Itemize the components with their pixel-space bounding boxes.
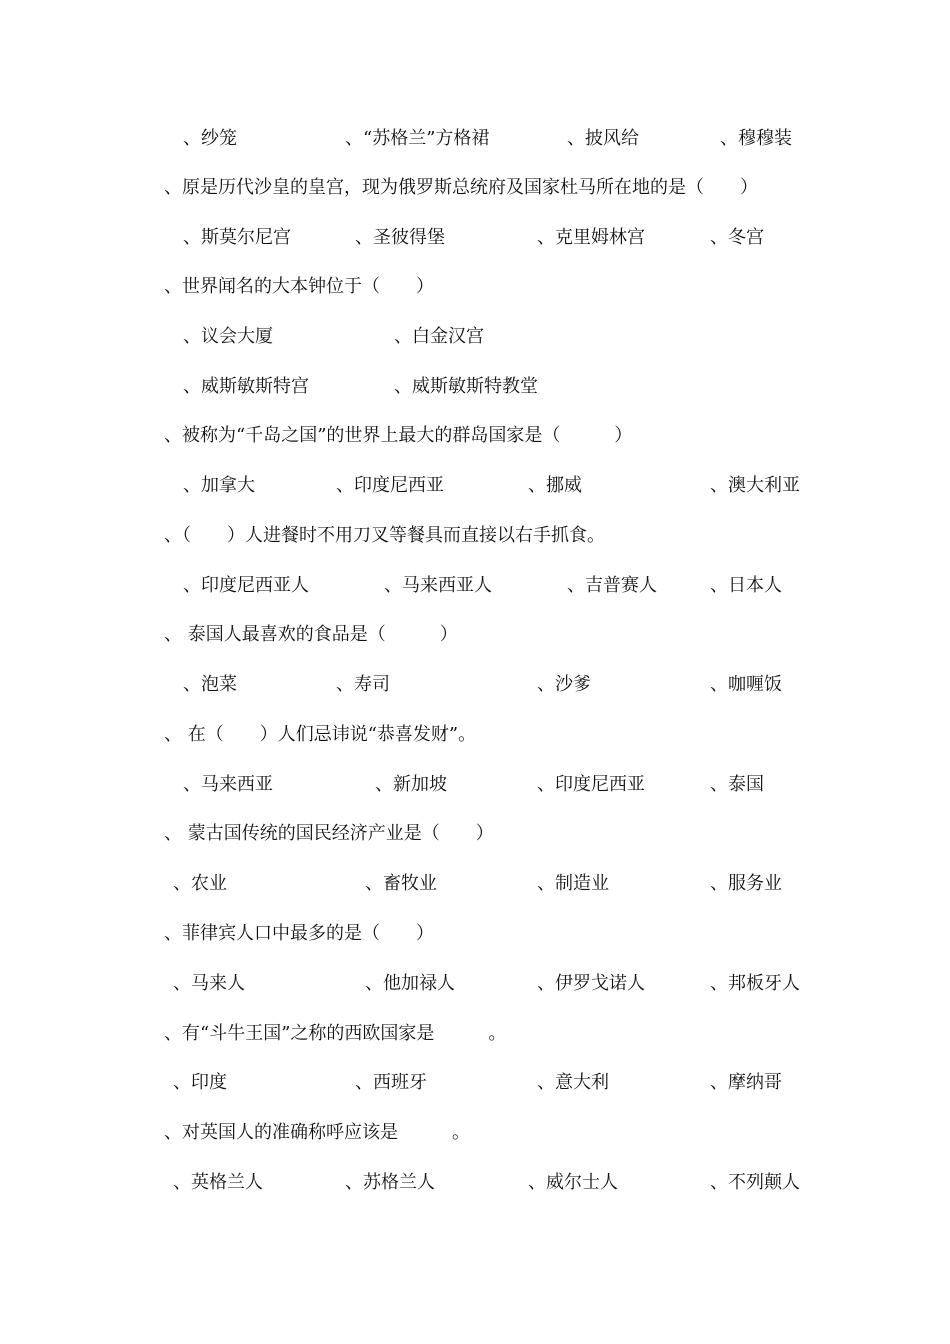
question-line-4	[0, 521, 950, 551]
option-a: 、泡菜	[183, 674, 237, 695]
option-d: 、咖喱饭	[710, 674, 782, 695]
question-line-9	[0, 1019, 950, 1049]
option-line-2	[0, 223, 950, 253]
option-line-6	[0, 571, 950, 601]
option-a: 、纱笼	[183, 128, 237, 149]
option-a: 、印度尼西亚人	[183, 575, 309, 596]
option-line-3	[0, 322, 950, 352]
option-line-1	[0, 124, 950, 154]
option-d: 、摩纳哥	[710, 1072, 782, 1093]
question-text: 、 蒙古国传统的国民经济产业是（ ）	[164, 823, 494, 844]
option-a: 、英格兰人	[173, 1172, 263, 1193]
question-text: 、有“斗牛王国”之称的西欧国家是 。	[164, 1023, 507, 1044]
question-text: 、 泰国人最喜欢的食品是（ ）	[164, 624, 458, 645]
option-d: 、澳大利亚	[710, 475, 800, 496]
question-line-8	[0, 919, 950, 949]
option-b: 、新加坡	[375, 774, 447, 795]
option-c: 、披风给	[567, 128, 639, 149]
option-b: 、圣彼得堡	[355, 227, 445, 248]
option-a: 、印度	[173, 1072, 227, 1093]
option-line-11	[0, 1068, 950, 1098]
question-text: 、对英国人的准确称呼应该是 。	[164, 1122, 470, 1143]
question-line-2	[0, 272, 950, 302]
option-d: 、泰国	[710, 774, 764, 795]
option-d: 、邦板牙人	[710, 973, 800, 994]
question-text: 、被称为“千岛之国”的世界上最大的群岛国家是（ ）	[164, 425, 633, 446]
option-b: 、马来西亚人	[384, 575, 492, 596]
option-c: 、吉普赛人	[567, 575, 657, 596]
option-a: 、斯莫尔尼宫	[183, 227, 291, 248]
question-line-6	[0, 720, 950, 750]
option-c: 、挪威	[528, 475, 582, 496]
option-b: 、威斯敏斯特教堂	[394, 376, 538, 397]
question-line-3	[0, 421, 950, 451]
option-a: 、议会大厦	[183, 326, 273, 347]
option-c: 、伊罗戈诺人	[537, 973, 645, 994]
option-line-12	[0, 1168, 950, 1198]
option-line-4	[0, 372, 950, 402]
option-d: 、日本人	[710, 575, 782, 596]
question-line-10	[0, 1118, 950, 1148]
option-a: 、马来人	[173, 973, 245, 994]
option-a: 、农业	[173, 873, 227, 894]
option-c: 、印度尼西亚	[537, 774, 645, 795]
option-a: 、马来西亚	[183, 774, 273, 795]
option-a: 、加拿大	[183, 475, 255, 496]
question-text: 、菲律宾人口中最多的是（ ）	[164, 923, 434, 944]
option-b: 、白金汉宫	[394, 326, 484, 347]
option-d: 、服务业	[710, 873, 782, 894]
option-b: 、畜牧业	[365, 873, 437, 894]
option-b: 、西班牙	[355, 1072, 427, 1093]
option-c: 、意大利	[537, 1072, 609, 1093]
option-line-8	[0, 770, 950, 800]
option-b: 、苏格兰人	[345, 1172, 435, 1193]
option-c: 、制造业	[537, 873, 609, 894]
option-line-9	[0, 869, 950, 899]
question-text: 、 在（ ）人们忌讳说“恭喜发财”。	[164, 724, 477, 745]
question-line-5	[0, 620, 950, 650]
option-b: 、印度尼西亚	[336, 475, 444, 496]
option-c: 、沙爹	[537, 674, 591, 695]
question-line-7	[0, 819, 950, 849]
option-b: 、寿司	[336, 674, 390, 695]
question-text: 、（ ）人进餐时不用刀叉等餐具而直接以右手抓食。	[164, 525, 605, 546]
option-c: 、威尔士人	[528, 1172, 618, 1193]
option-d: 、不列颠人	[710, 1172, 800, 1193]
option-line-7	[0, 670, 950, 700]
question-line-1	[0, 173, 950, 203]
option-b: 、他加禄人	[365, 973, 455, 994]
option-line-5	[0, 471, 950, 501]
option-line-10	[0, 969, 950, 999]
option-d: 、冬宫	[710, 227, 764, 248]
option-c: 、克里姆林宫	[537, 227, 645, 248]
option-b: 、“苏格兰”方格裙	[345, 128, 490, 149]
option-a: 、威斯敏斯特宫	[183, 376, 309, 397]
question-text: 、原是历代沙皇的皇宫，现为俄罗斯总统府及国家杜马所在地的是（ ）	[164, 177, 758, 198]
option-d: 、穆穆装	[720, 128, 792, 149]
question-text: 、世界闻名的大本钟位于（ ）	[164, 276, 434, 297]
